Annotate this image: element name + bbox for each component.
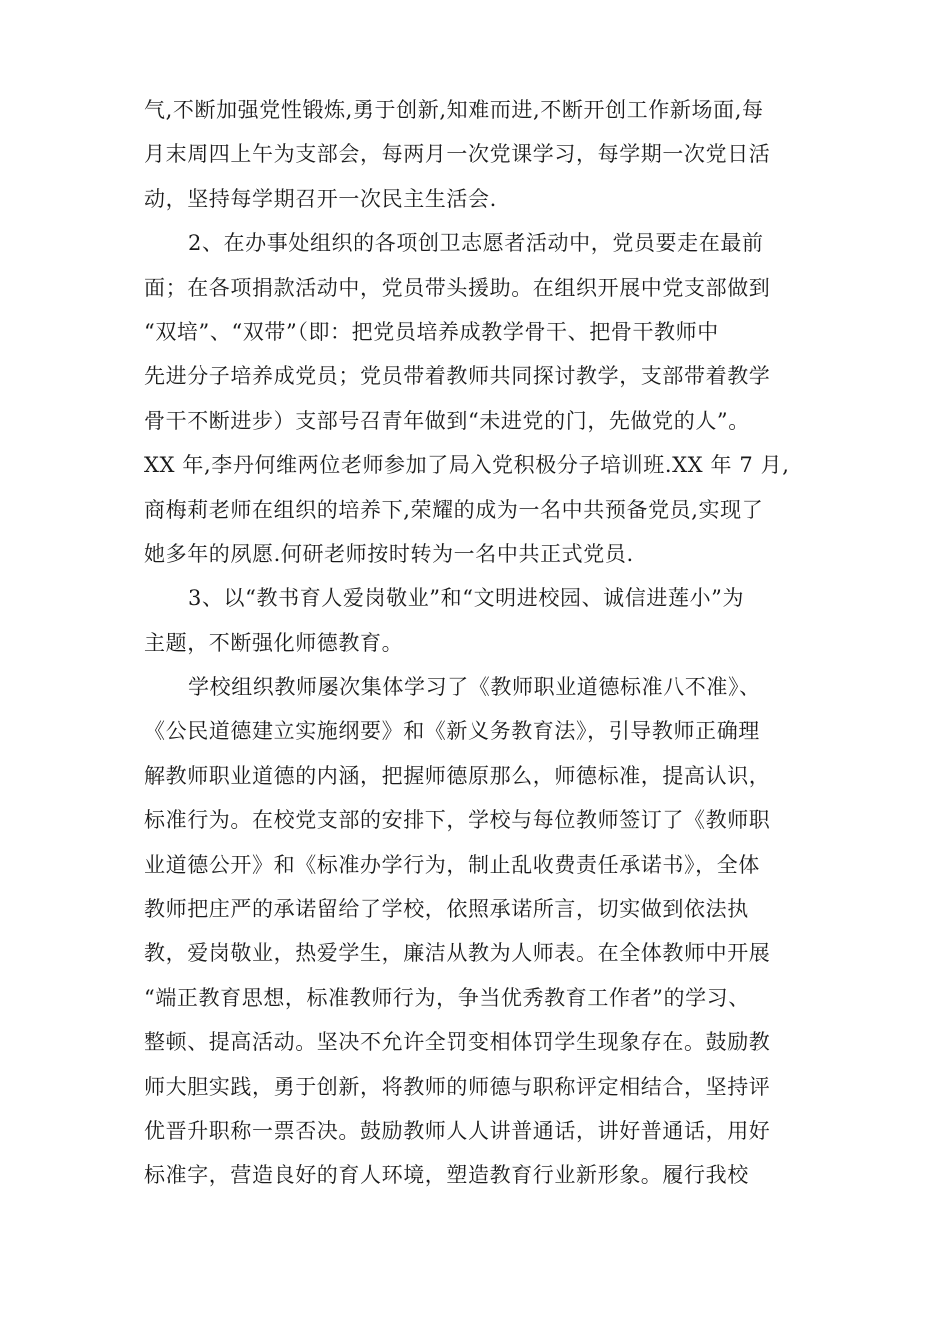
text-line: 《公民道德建立实施纲要》和《新义务教育法》，引导教师正确理 xyxy=(144,719,760,744)
text-line: 整顿、提高活动。坚决不允许全罚变相体罚学生现象存在。鼓励教 xyxy=(144,1030,771,1055)
text-line: “端正教育思想，标准教师行为，争当优秀教育工作者”的学习、 xyxy=(144,985,750,1010)
text-line: 月末周四上午为支部会，每两月一次党课学习，每学期一次党日活 xyxy=(144,142,771,167)
text-line: 优晋升职称一票否决。鼓励教师人人讲普通话，讲好普通话，用好 xyxy=(144,1118,771,1143)
text-line: XX 年,李丹何维两位老师参加了局入党积极分子培训班.XX 年 7 月, xyxy=(144,453,790,478)
text-line: 主题，不断强化师德教育。 xyxy=(144,630,404,655)
text-line: 面；在各项捐款活动中，党员带头援助。在组织开展中党支部做到 xyxy=(144,275,771,300)
text-line: 解教师职业道德的内涵，把握师德原那么，师德标准，提高认识， xyxy=(144,763,771,788)
text-line: 先进分子培养成党员；党员带着教师共同探讨教学，支部带着教学 xyxy=(144,364,771,389)
text-line: 标准字，营造良好的育人环境，塑造教育行业新形象。履行我校 xyxy=(144,1163,749,1188)
text-line: 业道德公开》和《标准办学行为，制止乱收费责任承诺书》，全体 xyxy=(144,852,760,877)
text-line: 动，坚持每学期召开一次民主生活会. xyxy=(144,186,497,211)
text-line: 师大胆实践，勇于创新，将教师的师德与职称评定相结合，坚持评 xyxy=(144,1074,771,1099)
paragraph-start-line: 3、以“教书育人爱岗敬业”和“文明进校园、诚信进莲小”为 xyxy=(188,586,745,611)
body-text xyxy=(144,88,814,1198)
text-line: 教师把庄严的承诺留给了学校，依照承诺所言，切实做到依法执 xyxy=(144,897,749,922)
paragraph-start-line: 学校组织教师屡次集体学习了《教师职业道德标准八不准》、 xyxy=(188,675,761,700)
text-line: 商梅莉老师在组织的培养下,荣耀的成为一名中共预备党员,实现了 xyxy=(144,497,764,522)
text-line: 气,不断加强党性锻炼,勇于创新,知难而进,不断开创工作新场面,每 xyxy=(144,98,764,122)
paragraph-start-line: 2、在办事处组织的各项创卫志愿者活动中，党员要走在最前 xyxy=(188,231,764,256)
text-line: 骨干不断进步）支部号召青年做到“未进党的门，先做党的人”。 xyxy=(144,408,750,433)
text-line: 教，爱岗敬业，热爱学生，廉洁从教为人师表。在全体教师中开展 xyxy=(144,941,771,966)
text-line: “双培”、“双带”（即：把党员培养成教学骨干、把骨干教师中 xyxy=(144,319,719,344)
text-line: 她多年的夙愿.何研老师按时转为一名中共正式党员. xyxy=(144,541,634,566)
text-line: 标准行为。在校党支部的安排下，学校与每位教师签订了《教师职 xyxy=(144,808,771,833)
